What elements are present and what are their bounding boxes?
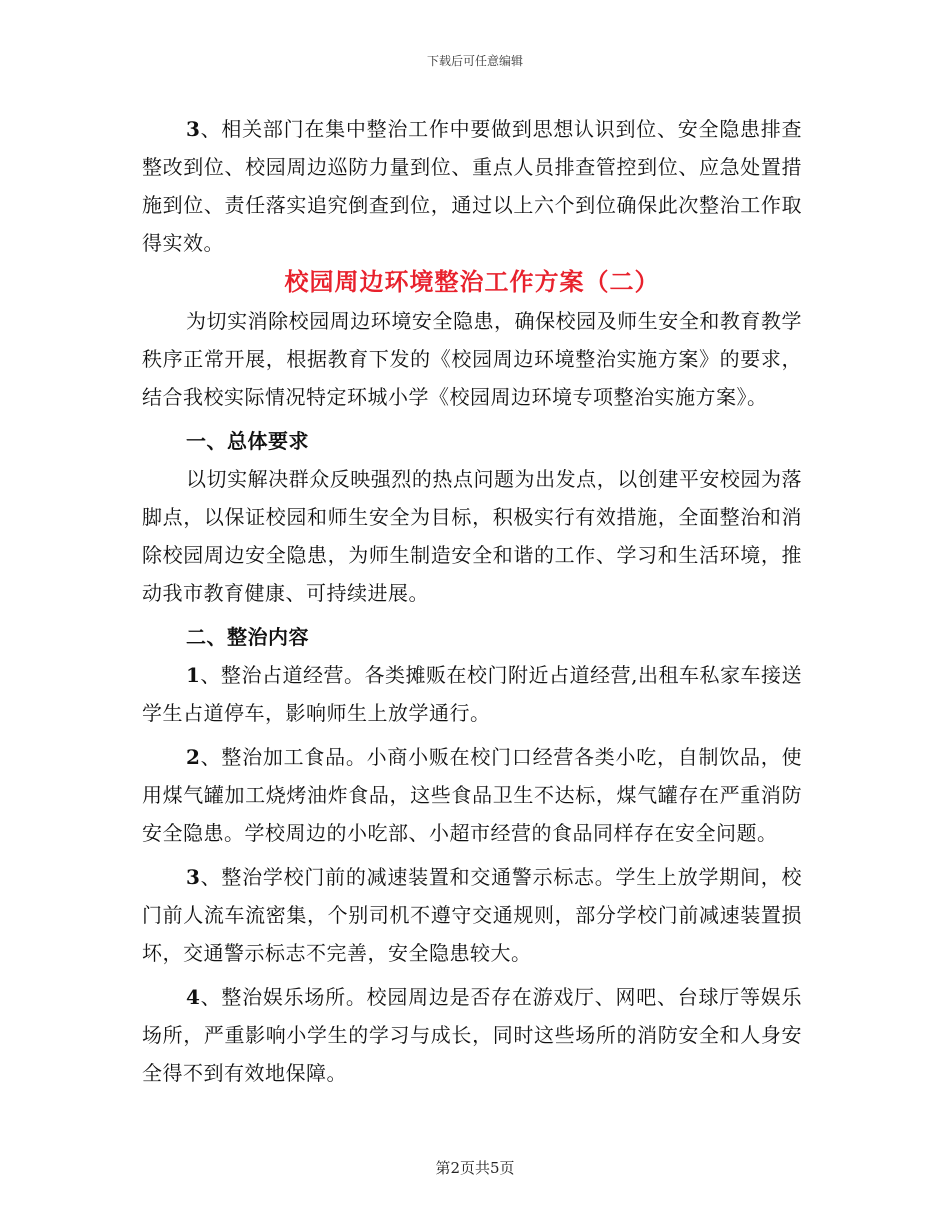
item-text: 、整治加工食品。小商小贩在校门口经营各类小吃，自制饮品，使用煤气罐加工烧烤油炸食品，这些食品卫生不达标，煤气罐存在严重消防安全隐患。学校周边的小吃部、小超市经营的食品同样存在安全问题。 — [142, 745, 802, 845]
item-number: 2 — [186, 745, 201, 769]
content-item-2 — [142, 738, 802, 852]
section-heading-2: 二、整治内容 — [186, 625, 309, 649]
item-number: 3 — [186, 117, 201, 141]
item-number: 4 — [186, 985, 201, 1009]
document-body — [142, 110, 802, 1092]
section-heading-1: 一、总体要求 — [186, 429, 309, 453]
page-footer: 第2页共5页 — [435, 1159, 515, 1177]
item-text: 、整治娱乐场所。校园周边是否存在游戏厅、网吧、台球厅等娱乐场所，严重影响小学生的学习与成长，同时这些场所的消防安全和人身安全得不到有效地保障。 — [142, 985, 802, 1085]
content-item-1 — [142, 656, 802, 732]
opening-paragraph: 为切实消除校园周边环境安全隐患，确保校园及师生安全和教育教学秩序正常开展，根据教育下发的《校园周边环境整治实施方案》的要求，结合我校实际情况特定环城小学《校园周边环境专项整治实施方案》。 — [142, 309, 802, 409]
item-text: 、整治学校门前的减速装置和交通警示标志。学生上放学期间，校门前人流车流密集，个别司机不遵守交通规则，部分学校门前减速装置损坏，交通警示标志不完善，安全隐患较大。 — [142, 865, 802, 965]
item-number: 1 — [186, 663, 201, 687]
intro-item-3 — [142, 110, 802, 262]
page-header: 下载后可任意编辑 — [426, 54, 523, 68]
content-item-4 — [142, 978, 802, 1092]
item-number: 3 — [186, 865, 201, 889]
document-title: 校园周边环境整治工作方案（二） — [284, 267, 660, 296]
section-body-1: 以切实解决群众反映强烈的热点问题为出发点，以创建平安校园为落脚点，以保证校园和师生安全为目标，积极实行有效措施，全面整治和消除校园周边安全隐患，为师生制造安全和谐的工作、学习和生活环境，推动我市教育健康、可持续进展。 — [142, 467, 802, 605]
item-text: 、整治占道经营。各类摊贩在校门附近占道经营,出租车私家车接送学生占道停车，影响师生上放学通行。 — [142, 663, 802, 725]
item-text: 、相关部门在集中整治工作中要做到思想认识到位、安全隐患排查整改到位、校园周边巡防力量到位、重点人员排查管控到位、应急处置措施到位、责任落实追究倒查到位，通过以上六个到位确保此次整治工作取得实效。 — [142, 117, 802, 255]
content-item-3 — [142, 858, 802, 972]
